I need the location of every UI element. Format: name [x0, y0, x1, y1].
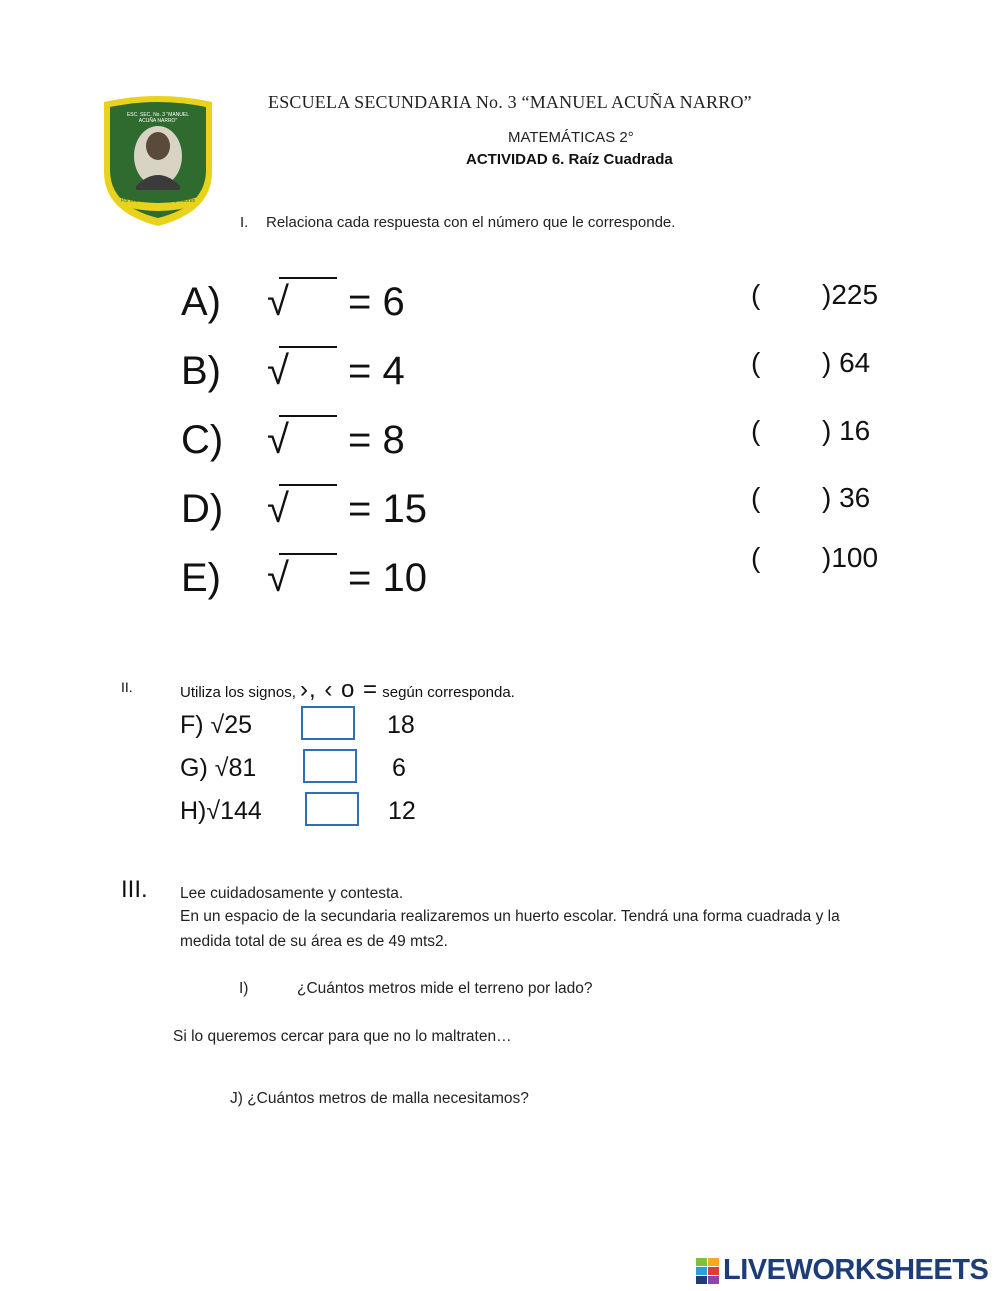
- comparison-symbols: ›, ‹ o =: [300, 676, 379, 703]
- item-e-sqrt-icon: √: [267, 556, 289, 600]
- school-crest: [96, 94, 220, 230]
- section3-intro: Lee cuidadosamente y contesta.: [180, 885, 404, 902]
- item-b-result: = 4: [348, 349, 405, 393]
- question-j-text: J) ¿Cuántos metros de malla necesitamos?: [230, 1090, 529, 1107]
- question-i-label: I): [239, 980, 249, 997]
- section1-number: I.: [240, 214, 249, 231]
- item-g-answer-box[interactable]: [303, 749, 357, 783]
- liveworksheets-text: LIVEWORKSHEETS: [723, 1254, 989, 1286]
- item-b-letter: B): [181, 349, 221, 393]
- subject-title: MATEMÁTICAS 2°: [508, 129, 634, 146]
- section3-number: III.: [121, 876, 148, 903]
- item-d-letter: D): [181, 487, 224, 531]
- section2-number: II.: [121, 679, 133, 695]
- item-e-radical-bar: [279, 553, 337, 555]
- item-g-label: G) √81: [180, 754, 257, 782]
- item-a-result: = 6: [348, 280, 405, 324]
- item-b-sqrt-icon: √: [267, 349, 289, 393]
- section1-instruction: [240, 214, 675, 231]
- school-name: ESCUELA SECUNDARIA No. 3 “MANUEL ACUÑA NARRO”: [268, 92, 752, 112]
- answer-64-open-paren: (: [751, 347, 761, 378]
- item-f-label: F) √25: [180, 711, 253, 739]
- section2-instruction: [180, 676, 515, 704]
- section3-paragraph: En un espacio de la secundaria realizaremos un huerto escolar. Tendrá una forma cuadrada y la medida total de su área es de 49 mts2.: [180, 908, 840, 950]
- answer-16-value: ) 16: [822, 415, 871, 446]
- activity-title: ACTIVIDAD 6. Raíz Cuadrada: [466, 151, 673, 168]
- liveworksheets-logo-icon: [696, 1258, 720, 1284]
- section2-text-pre: Utiliza los signos,: [180, 684, 301, 701]
- item-c-radical-bar: [279, 415, 337, 417]
- question-i-text: ¿Cuántos metros mide el terreno por lado?: [297, 980, 593, 997]
- crest-bottom-text: Por una cultura de ética y valores: [120, 198, 196, 204]
- answer-36-open-paren: (: [751, 482, 761, 513]
- answer-100-open-paren: (: [751, 542, 761, 573]
- liveworksheets-watermark: [696, 1254, 988, 1287]
- item-a-letter: A): [181, 280, 221, 324]
- item-d-sqrt-icon: √: [267, 487, 289, 531]
- item-f-answer-box[interactable]: [301, 706, 355, 740]
- answer-36-value: ) 36: [822, 482, 871, 513]
- section1-text: Relaciona cada respuesta con el número que le corresponde.: [266, 214, 676, 231]
- item-f-compare: 18: [387, 711, 415, 739]
- answer-100-value: )100: [822, 542, 879, 573]
- item-h-label: H)√144: [180, 797, 262, 825]
- item-c-result: = 8: [348, 418, 405, 462]
- item-h-answer-box[interactable]: [305, 792, 359, 826]
- section3-note: Si lo queremos cercar para que no lo maltraten…: [173, 1028, 512, 1045]
- item-d-radical-bar: [279, 484, 337, 486]
- item-e-letter: E): [181, 556, 221, 600]
- answer-16-open-paren: (: [751, 415, 761, 446]
- item-a-radical-bar: [279, 277, 337, 279]
- item-h-compare: 12: [388, 797, 416, 825]
- answer-64-value: ) 64: [822, 347, 871, 378]
- item-a-sqrt-icon: √: [267, 280, 289, 324]
- item-g-compare: 6: [392, 754, 406, 782]
- item-b-radical-bar: [279, 346, 337, 348]
- section2-text-post: según corresponda.: [378, 684, 515, 701]
- item-c-letter: C): [181, 418, 224, 462]
- item-e-result: = 10: [348, 556, 427, 600]
- answer-225-open-paren: (: [751, 279, 761, 310]
- crest-top-text: ESC. SEC. No. 3 "MANUEL ACUÑA NARRO": [126, 112, 190, 124]
- item-c-sqrt-icon: √: [267, 418, 289, 462]
- answer-225-value: )225: [822, 279, 879, 310]
- item-d-result: = 15: [348, 487, 427, 531]
